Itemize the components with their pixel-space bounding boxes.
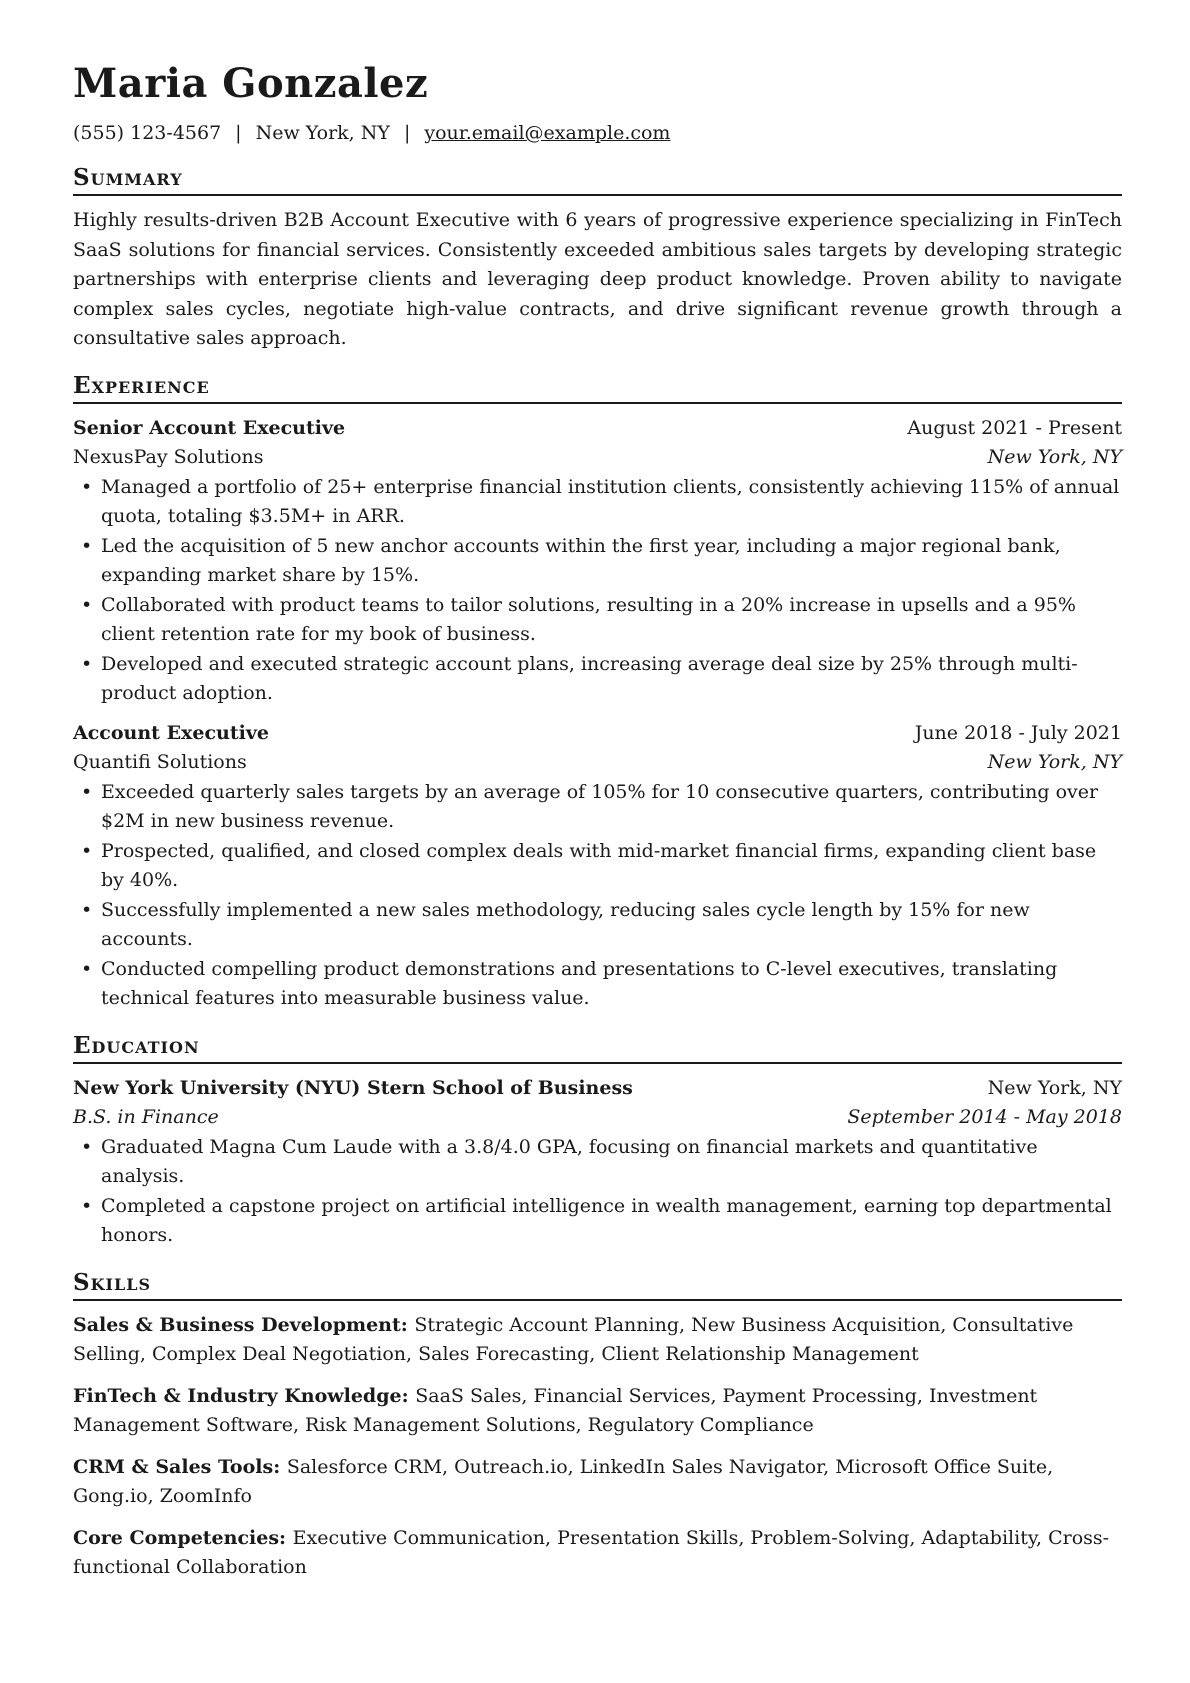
bullet-icon: • (81, 475, 93, 498)
candidate-name: Maria Gonzalez (73, 60, 429, 107)
email-link[interactable]: your.email@example.com (424, 122, 671, 144)
job-company: NexusPay Solutions (73, 446, 264, 468)
degree-row (73, 1103, 1122, 1133)
location: New York, NY (255, 122, 390, 144)
summary-heading: Summary (73, 164, 1122, 196)
summary-text: Highly results-driven B2B Account Executive with 6 years of progressive experience specializing in FinTech SaaS solutions for financial services. Consistently exceeded ambitious sales targets by developing strategic partnerships with enterprise clients and leveraging deep product knowledge. Proven ability to navigate complex sales cycles, negotiate high-value contracts, and drive significant revenue growth through a consultative sales approach. (73, 209, 1122, 349)
job-dates: August 2021 - Present (907, 416, 1122, 439)
job-header (73, 414, 1122, 444)
job-company: Quantifi Solutions (73, 751, 247, 773)
skill-group (73, 1311, 1122, 1370)
school-header (73, 1074, 1122, 1104)
skill-values: Salesforce CRM, Outreach.io, LinkedIn Sales Navigator, Microsoft Office Suite, Gong.io, ZoomInfo (73, 1455, 1054, 1507)
school-name: New York University (NYU) Stern School of Business (73, 1076, 633, 1099)
skill-label: CRM & Sales Tools: (73, 1455, 287, 1478)
skill-label: FinTech & Industry Knowledge: (73, 1384, 416, 1407)
job-subheader (73, 443, 1122, 473)
bullet-icon: • (81, 1135, 93, 1158)
job-bullets (73, 778, 1122, 1014)
skill-group (73, 1382, 1122, 1441)
bullet-icon: • (81, 839, 93, 862)
skill-values: Strategic Account Planning, New Business Acquisition, Consultative Selling, Complex Deal Negotiation, Sales Forecasting, Client Relationship Management (73, 1313, 1074, 1365)
skill-label: Sales & Business Development: (73, 1313, 415, 1336)
education-bullets (73, 1133, 1122, 1251)
list-item: • Exceeded quarterly sales targets by an average of 105% for 10 consecutive quarters, contributing over $2M in new business revenue. (73, 778, 1122, 837)
job-entry (73, 719, 1122, 1014)
education-dates: September 2014 - May 2018 (847, 1106, 1122, 1128)
skills-heading: Skills (73, 1269, 1122, 1301)
job-entry (73, 414, 1122, 709)
experience-heading: Experience (73, 372, 1122, 404)
list-item: • Managed a portfolio of 25+ enterprise financial institution clients, consistently achieving 115% of annual quota, totaling $3.5M+ in ARR. (73, 473, 1122, 532)
job-location: New York, NY (987, 446, 1122, 468)
job-role: Senior Account Executive (73, 416, 346, 439)
education-heading: Education (73, 1032, 1122, 1064)
list-item: • Collaborated with product teams to tailor solutions, resulting in a 20% increase in upsells and a 95% client retention rate for my book of business. (73, 591, 1122, 650)
bullet-icon: • (81, 898, 93, 921)
job-bullets (73, 473, 1122, 709)
job-role: Account Executive (73, 721, 269, 744)
list-item: • Prospected, qualified, and closed complex deals with mid-market financial firms, expanding client base by 40%. (73, 837, 1122, 896)
skill-label: Core Competencies: (73, 1526, 293, 1549)
bullet-icon: • (81, 534, 93, 557)
school-location: New York, NY (987, 1076, 1122, 1099)
list-item: • Developed and executed strategic account plans, increasing average deal size by 25% through multi-product adoption. (73, 650, 1122, 709)
job-location: New York, NY (987, 751, 1122, 773)
skill-group (73, 1453, 1122, 1512)
job-subheader (73, 748, 1122, 778)
job-dates: June 2018 - July 2021 (914, 721, 1122, 744)
skill-values: Executive Communication, Presentation Skills, Problem-Solving, Adaptability, Cross-functional Collaboration (73, 1526, 1110, 1578)
contact-separator: | (235, 122, 242, 144)
bullet-icon: • (81, 957, 93, 980)
job-header (73, 719, 1122, 749)
list-item: • Conducted compelling product demonstrations and presentations to C-level executives, translating technical features into measurable business value. (73, 955, 1122, 1014)
list-item: • Successfully implemented a new sales methodology, reducing sales cycle length by 15% for new accounts. (73, 896, 1122, 955)
bullet-icon: • (81, 780, 93, 803)
degree-name: B.S. in Finance (73, 1106, 219, 1128)
list-item: • Graduated Magna Cum Laude with a 3.8/4.0 GPA, focusing on financial markets and quantitative analysis. (73, 1133, 1122, 1192)
skill-group (73, 1524, 1122, 1583)
contact-line (73, 120, 1122, 146)
phone-number: (555) 123-4567 (73, 122, 222, 144)
bullet-icon: • (81, 652, 93, 675)
list-item: • Led the acquisition of 5 new anchor accounts within the first year, including a major regional bank, expanding market share by 15%. (73, 532, 1122, 591)
bullet-icon: • (81, 593, 93, 616)
bullet-icon: • (81, 1194, 93, 1217)
list-item: • Completed a capstone project on artificial intelligence in wealth management, earning top departmental honors. (73, 1192, 1122, 1251)
skill-values: SaaS Sales, Financial Services, Payment Processing, Investment Management Software, Risk Management Solutions, Regulatory Compliance (73, 1384, 1038, 1436)
contact-separator: | (403, 122, 411, 144)
